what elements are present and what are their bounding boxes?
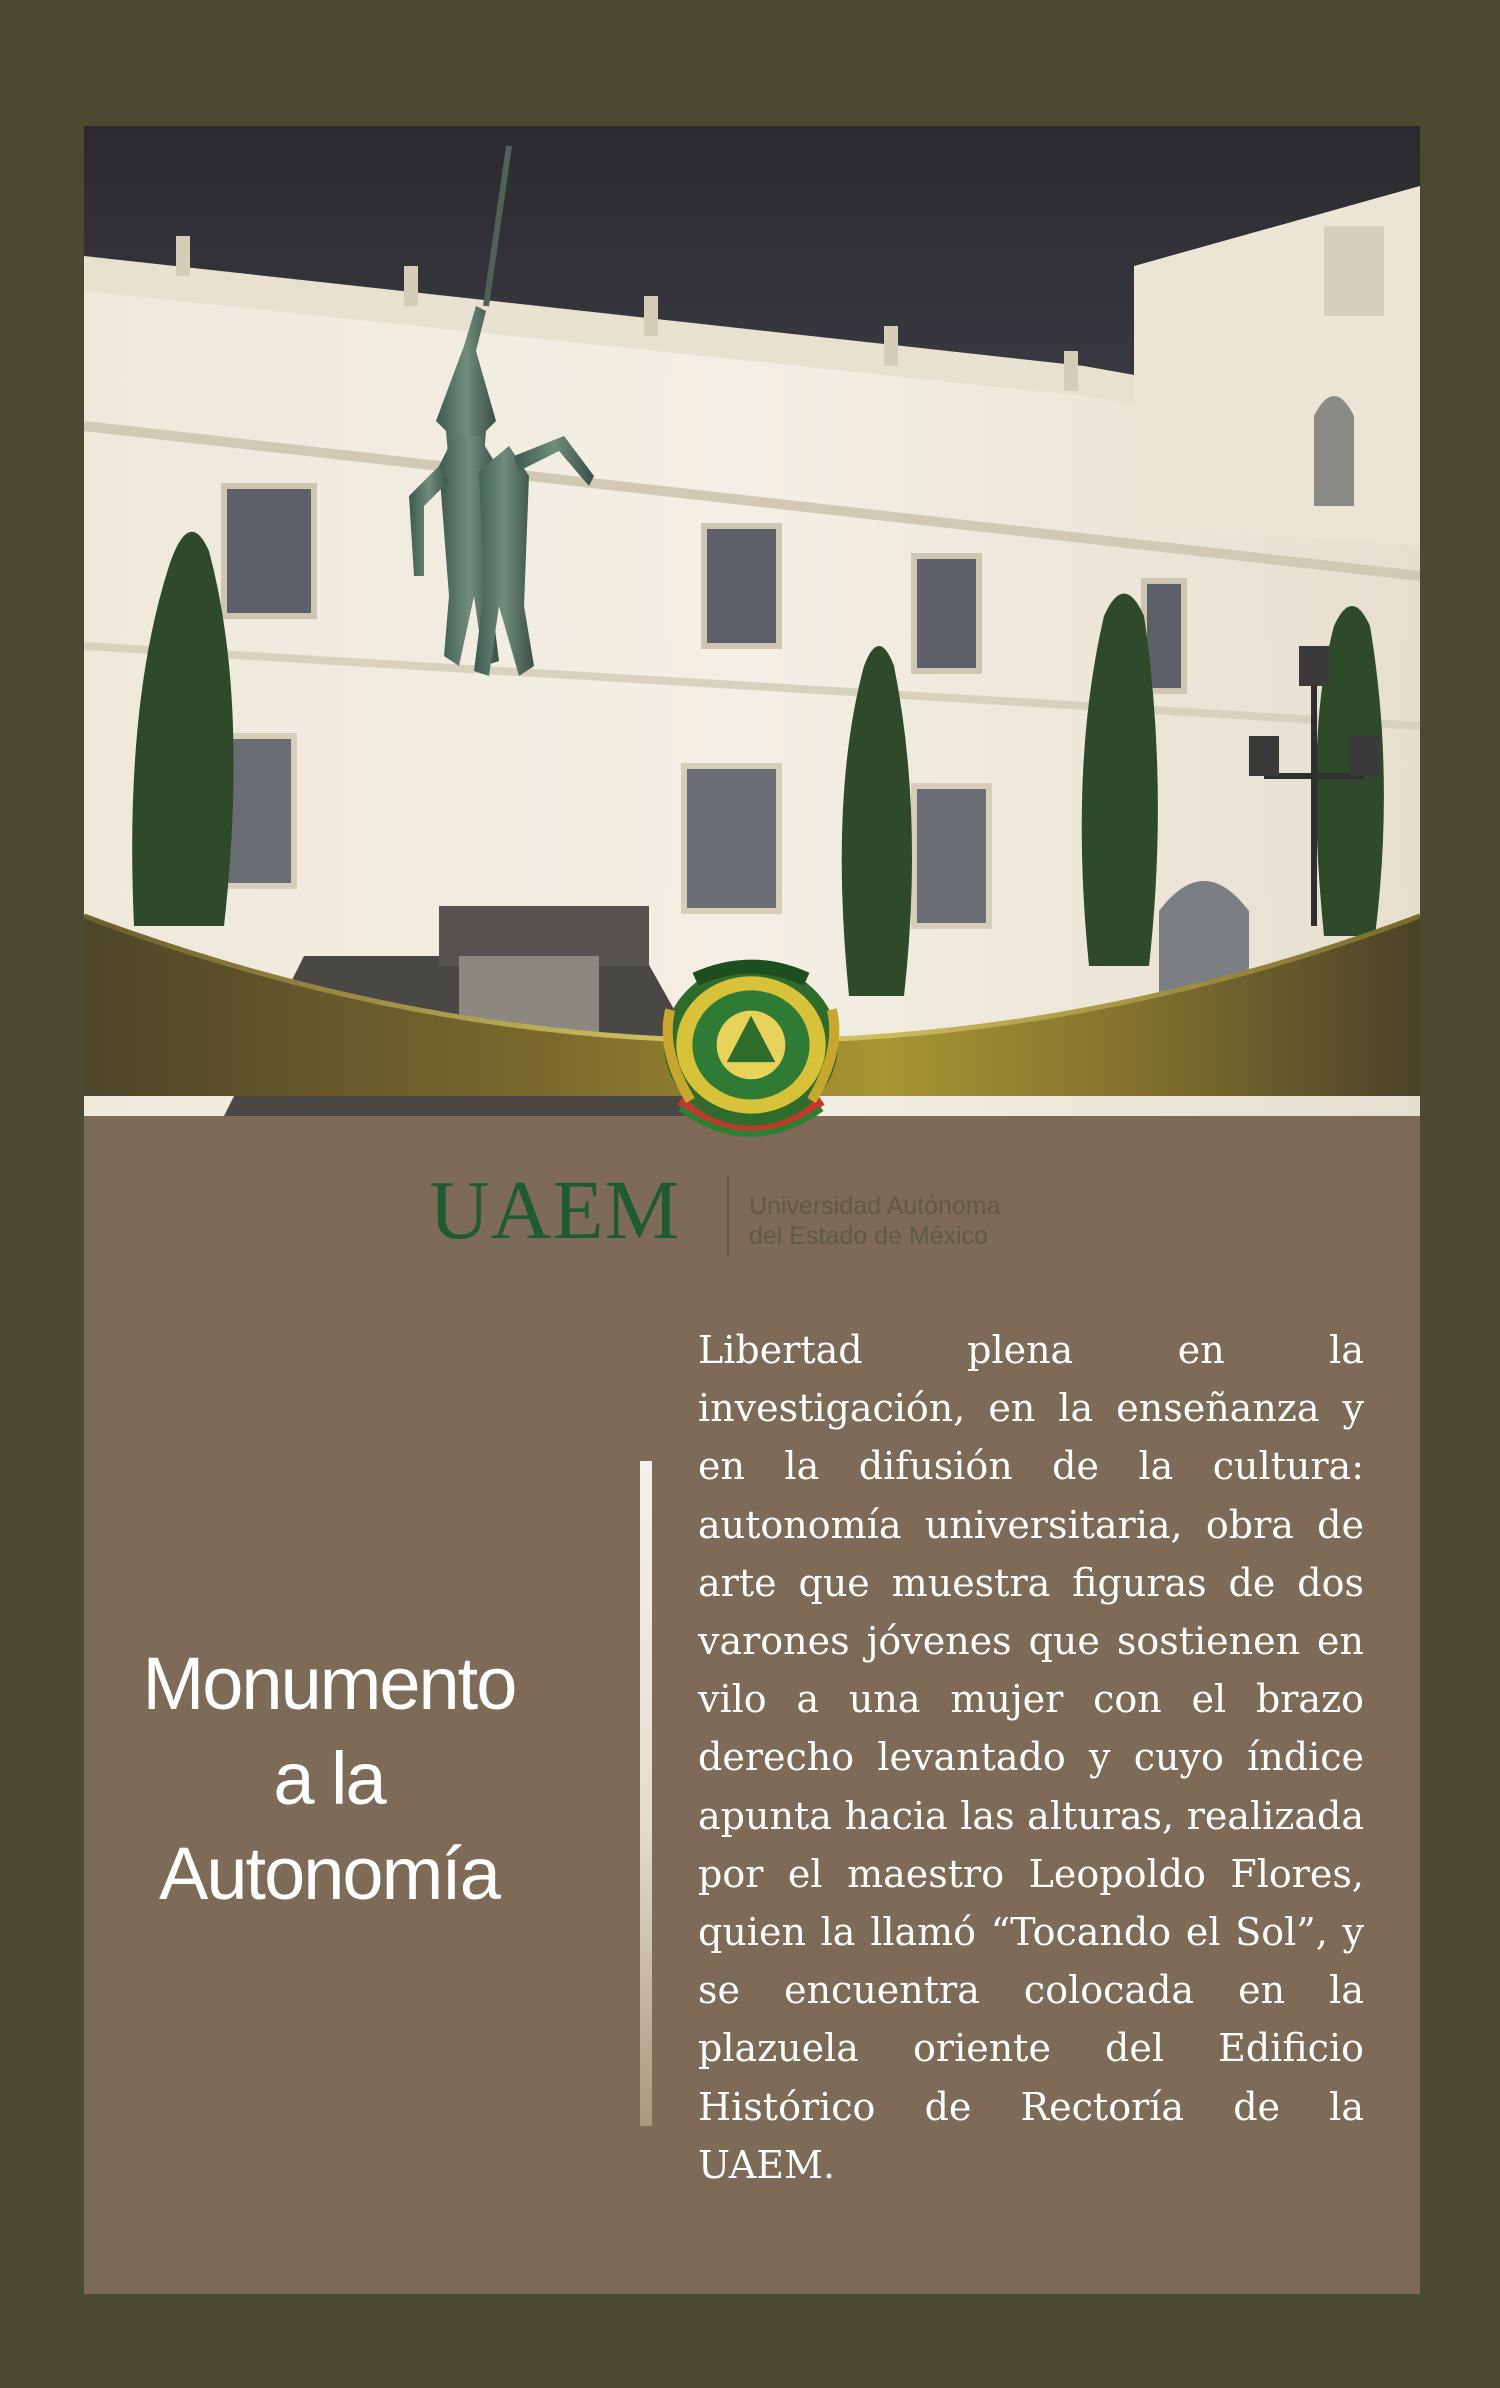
vertical-divider <box>640 1461 652 2126</box>
poster-card <box>84 126 1420 2294</box>
university-seal-icon <box>650 949 852 1151</box>
monument-title <box>124 1636 534 1921</box>
title-line2: a la <box>273 1737 385 1820</box>
logo-acronym: UAEM <box>429 1164 681 1257</box>
description-paragraph: Libertad plena en la investigación, en la enseñanza y en la difusión de la cultura: autonomía universitaria, obra de arte que muestra figuras de dos varones jóvenes que sostienen en vilo a una mujer con el brazo derecho levantado y cuyo índice apunta hacia las alturas, realizada por el maestro Leopoldo Flores, quien la llamó “Tocando el Sol”, y se encuentra colocada en la plazuela oriente del Edificio Histórico de Rectoría de la UAEM. <box>698 1328 1364 2187</box>
title-line3: Autonomía <box>159 1832 499 1915</box>
uaem-logo <box>429 1156 1089 1266</box>
logo-name-line1: Universidad Autónoma <box>749 1192 1001 1220</box>
logo-divider <box>727 1176 729 1256</box>
title-line1: Monumento <box>142 1642 516 1725</box>
logo-name-line2: del Estado de México <box>749 1222 989 1250</box>
logo-university-name <box>749 1191 1109 1251</box>
